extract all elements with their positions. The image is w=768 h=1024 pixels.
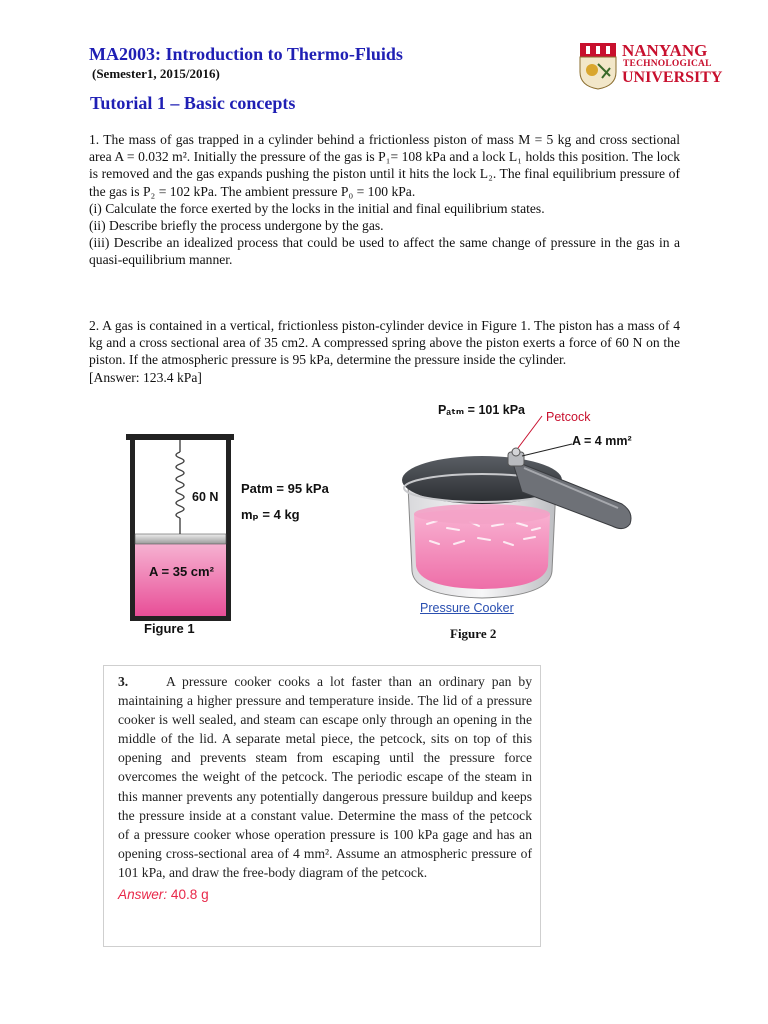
question-2-answer: [Answer: 123.4 kPa] [89,369,202,385]
logo-line-3: UNIVERSITY [622,69,723,86]
spring-force-label: 60 N [192,490,219,504]
piston-mass-label: mₚ = 4 kg [241,507,300,522]
gas-region [135,543,226,616]
semester-label: (Semester1, 2015/2016) [92,66,220,81]
question-3-answer [118,885,532,904]
question-2 [89,317,680,386]
figure-1-caption: Figure 1 [144,621,195,636]
figure-2 [372,396,642,646]
top-plate [126,434,234,440]
question-1 [89,131,680,269]
question-2-text: 2. A gas is contained in a vertical, frictionless piston-cylinder device in Figure 1. The piston has a mass of 4 kg and a cross sectional area of 35 cm2. A compressed spring above the piston exerts a force of 60 N on the piston. If the atmospheric pressure is 95 kPa, determine the pressure inside the cylinder. [89,318,680,368]
opening-area-label: A = 4 mm² [572,434,632,448]
pressure-cooker-label: Pressure Cooker [420,601,514,615]
question-3-body: A pressure cooker cooks a lot faster than an ordinary pan by maintaining a higher pressure and temperature inside. The lid of a pressure cooker is well sealed, and steam can escape only through an opening in the middle of the lid. A separate metal piece, the petcock, sits on top of this opening and prevents steam from escaping until the pressure force overcomes the weight of the petcock. The periodic escape of the steam in this manner prevents any potentially dangerous pressure buildup and keeps the pressure inside at a constant value. Determine the mass of the petcock of a pressure cooker whose operation pressure is 100 kPa gage and has an opening cross-sectional area of 4 mm². Assume an atmospheric pressure of 101 kPa, and draw the free-body diagram of the petcock. [118,674,532,880]
question-1-part-iii: (iii) Describe an idealized process that could be used to affect the same change of pressure in the gas in a quasi-equilibrium manner. [89,235,680,268]
crest-icon [578,42,618,90]
right-wall [226,440,231,620]
logo-line-2: TECHNOLOGICAL [623,59,712,69]
area-label: A = 35 cm² [149,564,214,579]
petcock-label: Petcock [546,410,591,424]
university-logo [578,40,723,92]
question-3-text [118,672,532,882]
atm-pressure-label: Patm = 95 kPa [241,481,329,496]
spring [176,440,184,534]
logo-line-1: NANYANG [622,41,708,60]
question-3-number: 3. [118,674,129,689]
answer-value: 40.8 g [170,887,209,903]
left-wall [130,440,135,620]
course-title: MA2003: Introduction to Thermo-Fluids [89,44,403,64]
tutorial-title: Tutorial 1 – Basic concepts [90,93,296,113]
answer-label: Answer: [118,887,168,903]
question-3 [103,665,541,947]
figure-2-caption: Figure 2 [450,626,497,641]
question-1-part-ii: (ii) Describe briefly the process undergone by the gas. [89,218,384,234]
figure-1 [120,430,360,645]
question-1-part-i: (i) Calculate the force exerted by the locks in the initial and final equilibrium states. [89,200,545,216]
question-1-intro: 1. The mass of gas trapped in a cylinder behind a frictionless piston of mass M = 5 kg and cross sectional area A = 0.032 m². Initially the pressure of the gas is P₁= 108 kPa and a lock L₁ holds this position. The lock is removed and the gas expands pushing the piston until it hits the lock L₂. The final equilibrium pressure of the gas is P₂ = 102 kPa. The ambient pressure P₀ = 100 kPa. [89,132,680,199]
piston [135,534,226,544]
atm-pressure-label: Pₐₜₘ = 101 kPa [438,403,526,417]
